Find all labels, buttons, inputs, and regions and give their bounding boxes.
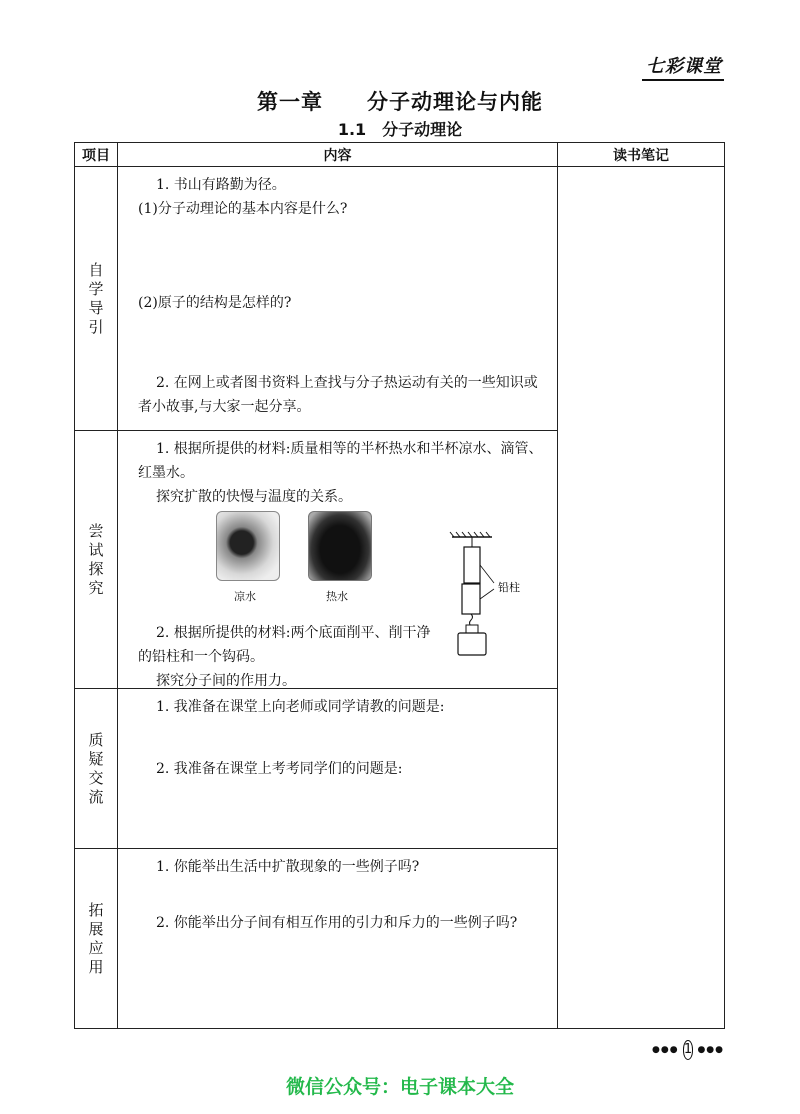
chapter-title: 第一章 分子动理论与内能	[257, 90, 543, 114]
hot-water-photo	[308, 511, 372, 581]
content-line: 2. 在网上或者图书资料上查找与分子热运动有关的一些知识或者小故事,与大家一起分享。	[138, 375, 538, 415]
content-cell	[118, 167, 558, 431]
cold-water-photo	[216, 511, 280, 581]
content-line: (2)原子的结构是怎样的?	[138, 295, 292, 311]
header-notes: 读书笔记	[558, 143, 725, 167]
section-title: 1.1 分子动理论	[337, 120, 463, 139]
content-line: (1)分子动理论的基本内容是什么?	[138, 201, 348, 217]
row-label-cell	[75, 689, 118, 849]
content-cell	[118, 689, 558, 849]
content-cell	[118, 849, 558, 1029]
content-line: 探究扩散的快慢与温度的关系。	[156, 489, 352, 505]
hot-water-caption: 热水	[326, 590, 348, 603]
study-table	[74, 142, 725, 1029]
content-line: 1. 我准备在课堂上向老师或同学请教的问题是:	[156, 699, 445, 715]
header-item: 项目	[75, 143, 118, 167]
content-line: 1. 书山有路勤为径。	[156, 177, 286, 193]
row-label-cell	[75, 167, 118, 431]
content-line: 2. 根据所提供的材料:两个底面削平、削干净的铅柱和一个钩码。	[138, 625, 431, 665]
brand-underline	[642, 79, 724, 81]
page-number-badge	[652, 1040, 724, 1060]
row-label-cell	[75, 849, 118, 1029]
content-line: 2. 我准备在课堂上考考同学们的问题是:	[156, 761, 403, 777]
content-line: 1. 你能举出生活中扩散现象的一些例子吗?	[156, 859, 420, 875]
dots-left-icon: ●●●	[652, 1045, 679, 1055]
row-label: 质疑交流	[88, 730, 104, 806]
table-header-row	[75, 143, 725, 167]
table-row	[75, 167, 725, 431]
header-content: 内容	[118, 143, 558, 167]
row-label-cell	[75, 431, 118, 689]
notes-cell	[558, 167, 725, 1029]
row-label: 尝试探究	[88, 521, 104, 597]
lead-cylinder-diagram	[448, 531, 558, 661]
content-line: 1. 根据所提供的材料:质量相等的半杯热水和半杯凉水、滴管、红墨水。	[138, 441, 543, 481]
watermark: 微信公众号：电子课本大全	[285, 1076, 514, 1098]
page-number: 1	[683, 1040, 694, 1060]
cold-water-caption: 凉水	[234, 590, 256, 603]
dots-right-icon: ●●●	[697, 1045, 724, 1055]
content-line: 探究分子间的作用力。	[156, 673, 296, 689]
content-line: 2. 你能举出分子间有相互作用的引力和斥力的一些例子吗?	[156, 915, 518, 931]
row-label: 自学导引	[88, 260, 104, 336]
lead-label: 铅柱	[498, 581, 520, 594]
content-cell	[118, 431, 558, 689]
brand-logo	[646, 52, 722, 78]
brand-name: 七彩课堂	[646, 56, 722, 77]
row-label: 拓展应用	[88, 900, 104, 976]
